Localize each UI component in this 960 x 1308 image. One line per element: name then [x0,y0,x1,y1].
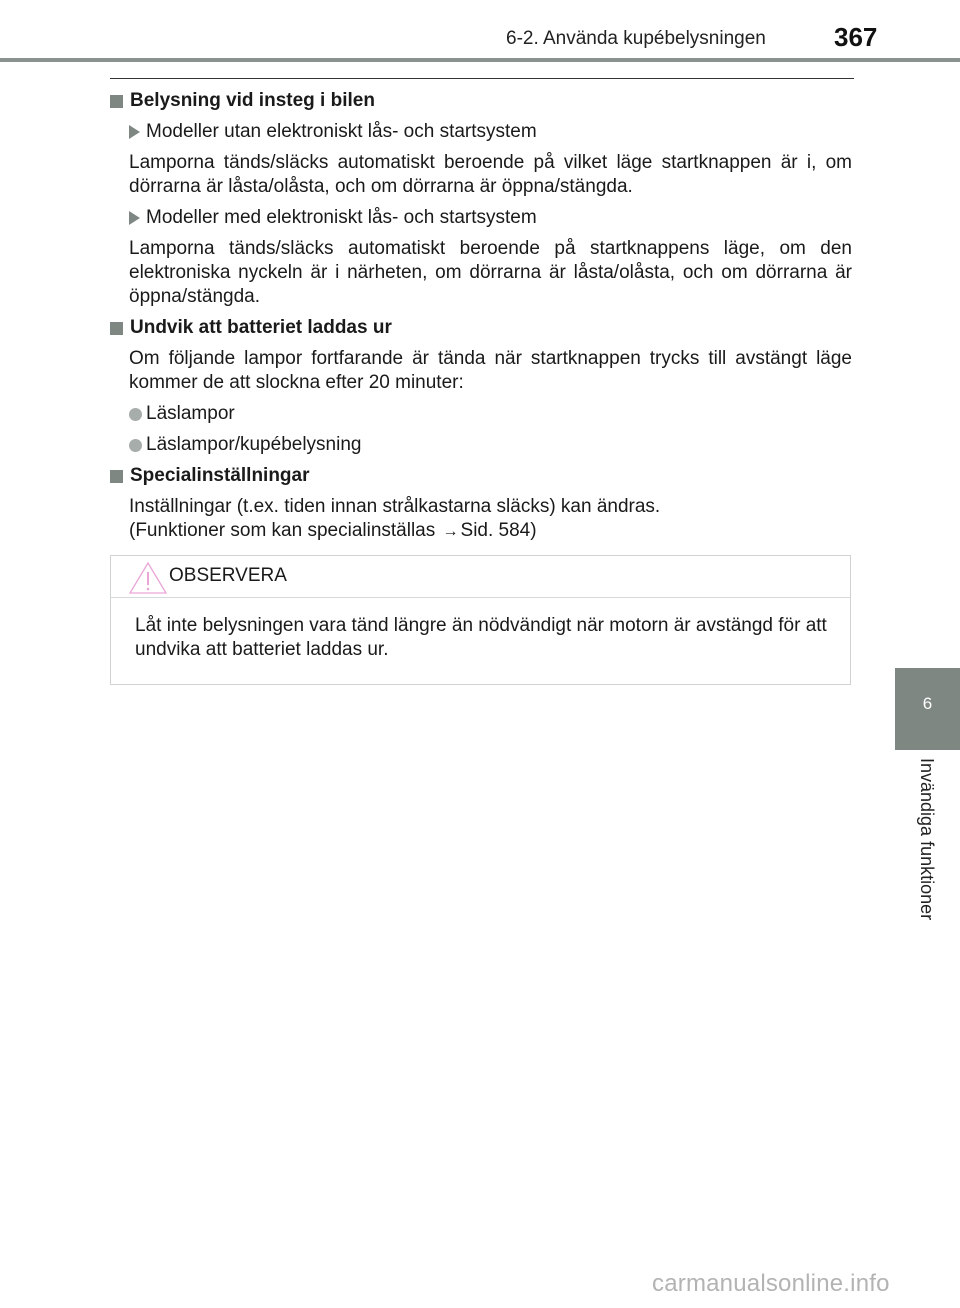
header-bar [0,58,960,62]
variant-text: Modeller utan elektroniskt lås- och startsystem [146,121,537,142]
notice-box [110,555,851,685]
square-bullet-icon [110,95,123,108]
section-title: 6-2. Använda kupébelysningen [506,28,766,49]
page-reference-link[interactable]: Sid. 584) [460,520,537,541]
circle-bullet-icon [129,408,142,421]
chapter-label: Invändiga funktioner [917,758,937,921]
chapter-number: 6 [922,694,933,713]
model-variant-with-smart-key [129,206,852,230]
warning-triangle-icon [128,561,168,595]
paragraph: Inställningar (t.ex. tiden innan strålkastarna släcks) kan ändras. [129,496,661,517]
notice-body: Låt inte belysningen vara tänd längre än nödvändigt när motorn är avstängd för att undvika att batteriet laddas ur. [135,615,827,660]
square-bullet-icon [110,322,123,335]
page-number: 367 [834,22,878,52]
chapter-tab [895,668,960,750]
model-variant-without-smart-key [129,120,852,144]
section-heading-customization [110,464,852,488]
triangle-bullet-icon [129,125,140,139]
list-item [129,402,852,426]
paragraph: Om följande lampor fortfarande är tända när startknappen trycks till avstängt läge kommer de att slockna efter 20 minuter: [129,348,852,393]
circle-bullet-icon [129,439,142,452]
heading-text: Belysning vid insteg i bilen [130,90,375,111]
notice-header [111,556,850,598]
watermark: carmanualsonline.info [652,1270,890,1297]
section-heading-entry-lighting [110,89,852,113]
heading-text: Undvik att batteriet laddas ur [130,317,392,338]
notice-title: OBSERVERA [169,565,287,586]
variant-text: Modeller med elektroniskt lås- och startsystem [146,207,537,228]
paragraph: Lamporna tänds/släcks automatiskt beroende på vilket läge startknappen är i, om dörrarna är låsta/olåsta, och om dörrarna är öppna/stängda. [129,152,852,197]
list-item-text: Läslampor [146,403,235,424]
triangle-bullet-icon [129,211,140,225]
main-content [110,89,852,551]
list-item [129,433,852,457]
paragraph-with-reference [129,519,852,544]
square-bullet-icon [110,470,123,483]
heading-text: Specialinställningar [130,465,310,486]
reference-lead-text: (Funktioner som kan specialinställas [129,520,436,541]
arrow-right-icon: → [442,523,459,540]
list-item-text: Läslampor/kupébelysning [146,434,362,455]
top-rule [110,78,854,79]
section-heading-battery [110,316,852,340]
paragraph: Lamporna tänds/släcks automatiskt beroende på startknappens läge, om den elektroniska nyckeln är i närheten, om dörrarna är låsta/olåsta, och om dörrarna är öppna/stängda. [129,238,852,307]
